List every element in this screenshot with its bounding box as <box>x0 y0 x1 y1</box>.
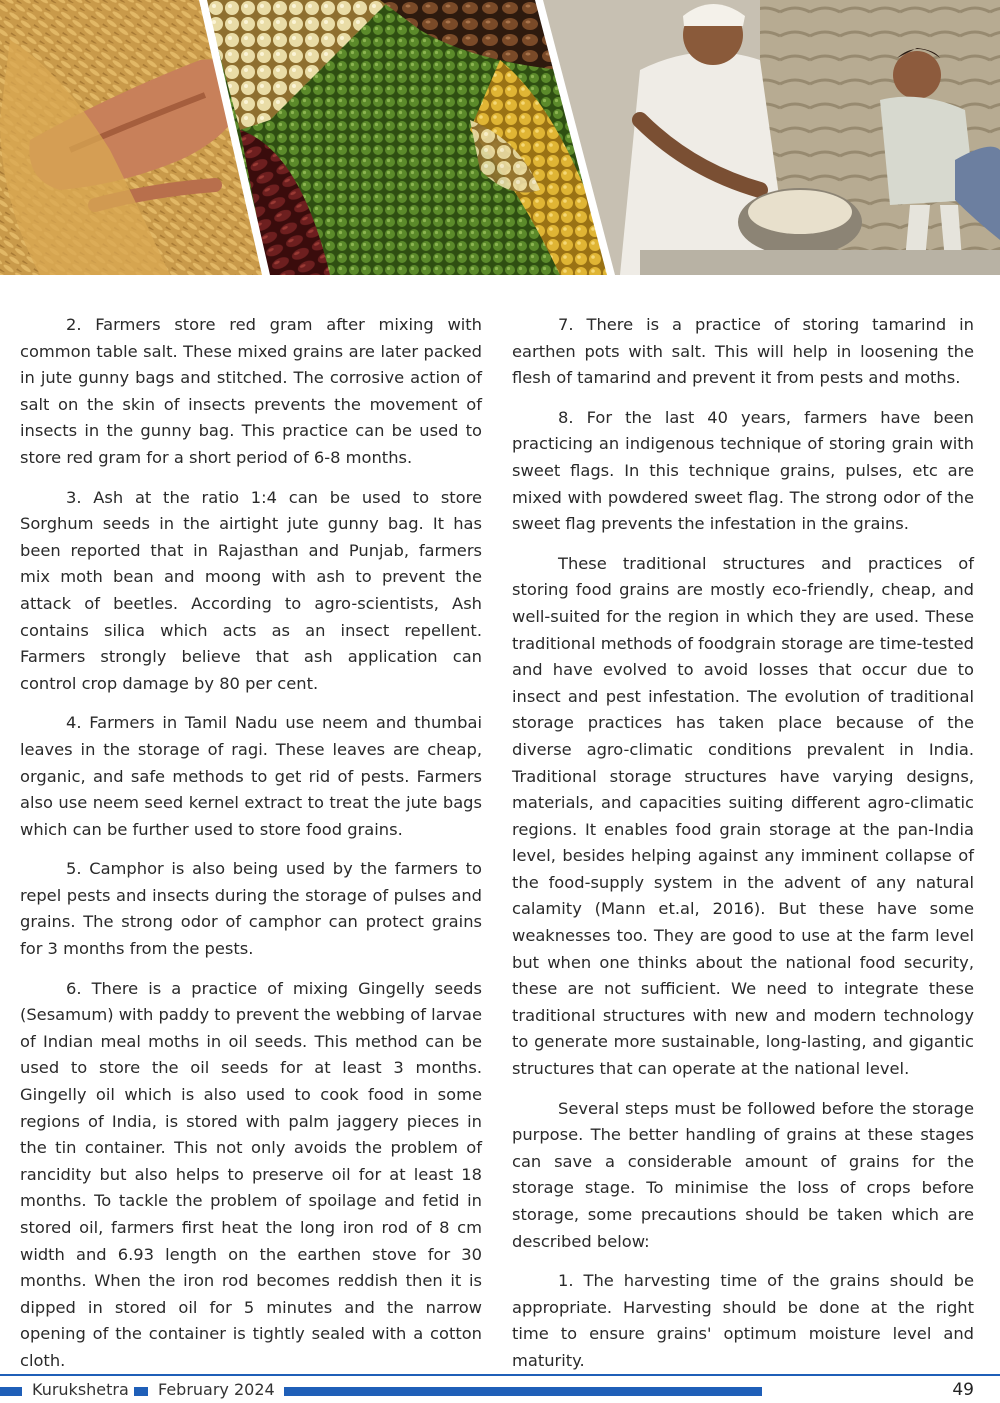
page-footer <box>0 1374 1000 1403</box>
left-text-column <box>20 312 482 1388</box>
right-text-column <box>512 312 974 1388</box>
paragraph-neem-thumbai: 4. Farmers in Tamil Nadu use neem and thumbai leaves in the storage of ragi. These leaves are cheap, organic, and safe methods to get rid of pests. Farmers also use neem seed kernel extract to treat the jute bags which can be further used to store food grains. <box>20 713 482 839</box>
paragraph-ash-sorghum: 3. Ash at the ratio 1:4 can be used to store Sorghum seeds in the airtight jute gunny bag. It has been reported that in Rajasthan and Punjab, farmers mix moth bean and moong with ash to prevent the attack of beetles. According to agro-scientists, Ash contains silica which acts as an insect repellent. Farmers strongly believe that ash application can control crop damage by 80 per cent. <box>20 487 482 693</box>
paragraph-camphor: 5. Camphor is also being used by the farmers to repel pests and insects during the storage of pulses and grains. The strong odor of camphor can protect grains for 3 months from the pests. <box>20 859 482 959</box>
page-number: 49 <box>952 1380 974 1400</box>
footer-rule <box>0 1374 1000 1376</box>
footer-magazine-name: Kurukshetra <box>32 1380 129 1399</box>
farmers-with-grain-photo <box>540 0 1000 275</box>
paragraph-sweet-flag: 8. For the last 40 years, farmers have been practicing an indigenous technique of storing grain with sweet flags. In this technique grains, pulses, etc are mixed with powdered sweet flag. The strong odor of the sweet flag prevents the infestation in the grains. <box>512 407 974 534</box>
paragraph-traditional-structures: These traditional structures and practices of storing food grains are mostly eco-friendly, cheap, and well-suited for the region in which they are used. These traditional methods of foodgrain storage are time-tested and have evolved to avoid losses that occur due to insect and pest infestation. The evolution of traditional storage practices has taken place because of the diverse agro-climatic conditions prevalent in India. Traditional storage structures have varying designs, materials, and capacities suiting different agro-climatic regions. It enables food grain storage at the pan-India level, besides helping against any imminent collapse of the food-supply system in the advent of any natural calamity (Mann et.al, 2016). But these have some weaknesses too. They are good to use at the farm level but when one thinks about the national food security, these are not sufficient. We need to integrate these traditional structures with new and modern technology to generate more sustainable, long-lasting, and gigantic structures that can operate at the national level. <box>512 553 974 1079</box>
paragraph-tamarind: 7. There is a practice of storing tamarind in earthen pots with salt. This will help in loosening the flesh of tamarind and prevent it from pests and moths. <box>512 315 974 388</box>
footer-bar <box>284 1387 762 1396</box>
paragraph-gingelly-seeds: 6. There is a practice of mixing Gingelly seeds (Sesamum) with paddy to prevent the webbing of larvae of Indian meal moths in oil seeds. This method can be used to store the oil seeds for at least 3 months. Gingelly oil which is also used to cook food in some regions of India, is stored with palm jaggery pieces in the tin container. This not only avoids the problem of rancidity but also helps to preserve oil for at least 18 months. To tackle the problem of spoilage and fetid in stored oil, farmers first heat the long iron rod of 8 cm width and 6.93 length on the earthen stove for 30 months. When the iron rod becomes reddish then it is dipped in stored oil for 5 minutes and the narrow opening of the container is tightly sealed with a cotton cloth. <box>20 978 482 1370</box>
header-photo-banner <box>0 0 1000 275</box>
footer-issue-date: February 2024 <box>158 1380 275 1399</box>
paragraph-red-gram-salt: 2. Farmers store red gram after mixing with common table salt. These mixed grains are later packed in jute gunny bags and stitched. The corrosive action of salt on the skin of insects prevents the movement of insects in the gunny bag. This practice can be used to store red gram for a short period of 6-8 months. <box>20 315 482 467</box>
paragraph-storage-steps: Several steps must be followed before the storage purpose. The better handling of grains at these stages can save a considerable amount of grains for the storage stage. To minimise the loss of crops before storage, some precautions should be taken which are described below: <box>512 1098 974 1251</box>
footer-square-icon <box>134 1387 148 1396</box>
footer-square-icon <box>0 1387 22 1396</box>
paragraph-harvesting-time: 1. The harvesting time of the grains should be appropriate. Harvesting should be done at the right time to ensure grains' optimum moisture level and maturity. <box>512 1271 974 1370</box>
